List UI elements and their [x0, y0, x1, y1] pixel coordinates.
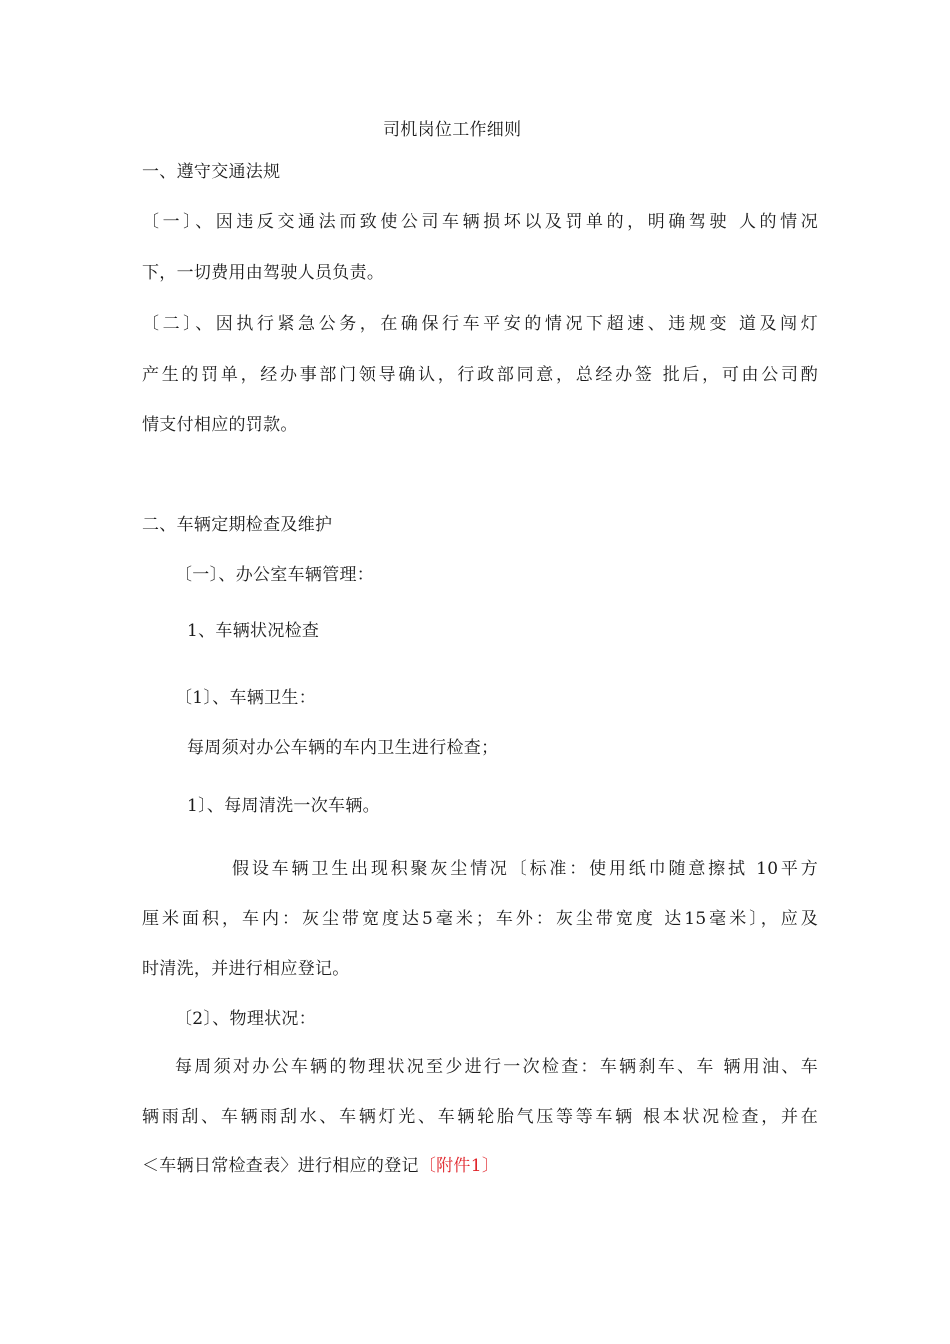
hygiene-paragraph-line-3: 时清洗，并进行相应登记。: [142, 959, 350, 979]
physical-paragraph-line-1: 每周须对办公车辆的物理状况至少进行一次检查：车辆刹车、车 辆用油、车: [175, 1057, 818, 1077]
hygiene-rule-1: 1〕、每周清洗一次车辆。: [187, 796, 380, 816]
section-2-sub-1: 〔一〕、办公室车辆管理：: [175, 565, 375, 585]
physical-heading: 〔2〕、物理状况：: [175, 1009, 317, 1029]
hygiene-heading: 〔1〕、车辆卫生：: [175, 688, 317, 708]
hygiene-text: 每周须对办公车辆的车内卫生进行检查；: [187, 738, 499, 758]
hygiene-paragraph-line-2: 厘米面积，车内：灰尘带宽度达5毫米；车外：灰尘带宽度 达15毫米〕，应及: [142, 909, 818, 929]
attachment-reference: 〔附件1〕: [418, 1156, 500, 1176]
physical-paragraph-line-3: [142, 1154, 499, 1178]
section-1-item-2-line-3: 情支付相应的罚款。: [142, 415, 298, 435]
section-1-heading: 一、遵守交通法规: [142, 162, 281, 182]
section-2-heading: 二、车辆定期检查及维护: [142, 515, 333, 535]
section-2-sub-1-1: 1、车辆状况检查: [187, 621, 320, 641]
section-1-item-2-line-1: 〔二〕、因执行紧急公务，在确保行车平安的情况下超速、违规变 道及闯灯: [142, 314, 818, 334]
section-1-item-1-line-2: 下，一切费用由驾驶人员负责。: [142, 263, 385, 283]
physical-paragraph-line-3-text: ＜车辆日常检查表〉进行相应的登记: [142, 1156, 419, 1176]
physical-paragraph-line-2: 辆雨刮、车辆雨刮水、车辆灯光、车辆轮胎气压等等车辆 根本状况检查，并在: [142, 1107, 818, 1127]
section-1-item-1-line-1: 〔一〕、因违反交通法而致使公司车辆损坏以及罚单的，明确驾驶 人的情况: [142, 212, 818, 232]
document-title: 司机岗位工作细则: [383, 120, 522, 140]
section-1-item-2-line-2: 产生的罚单，经办事部门领导确认，行政部同意，总经办签 批后，可由公司酌: [142, 365, 818, 385]
hygiene-paragraph-line-1: 假设车辆卫生出现积聚灰尘情况〔标准：使用纸巾随意擦拭 10平方: [232, 859, 818, 879]
